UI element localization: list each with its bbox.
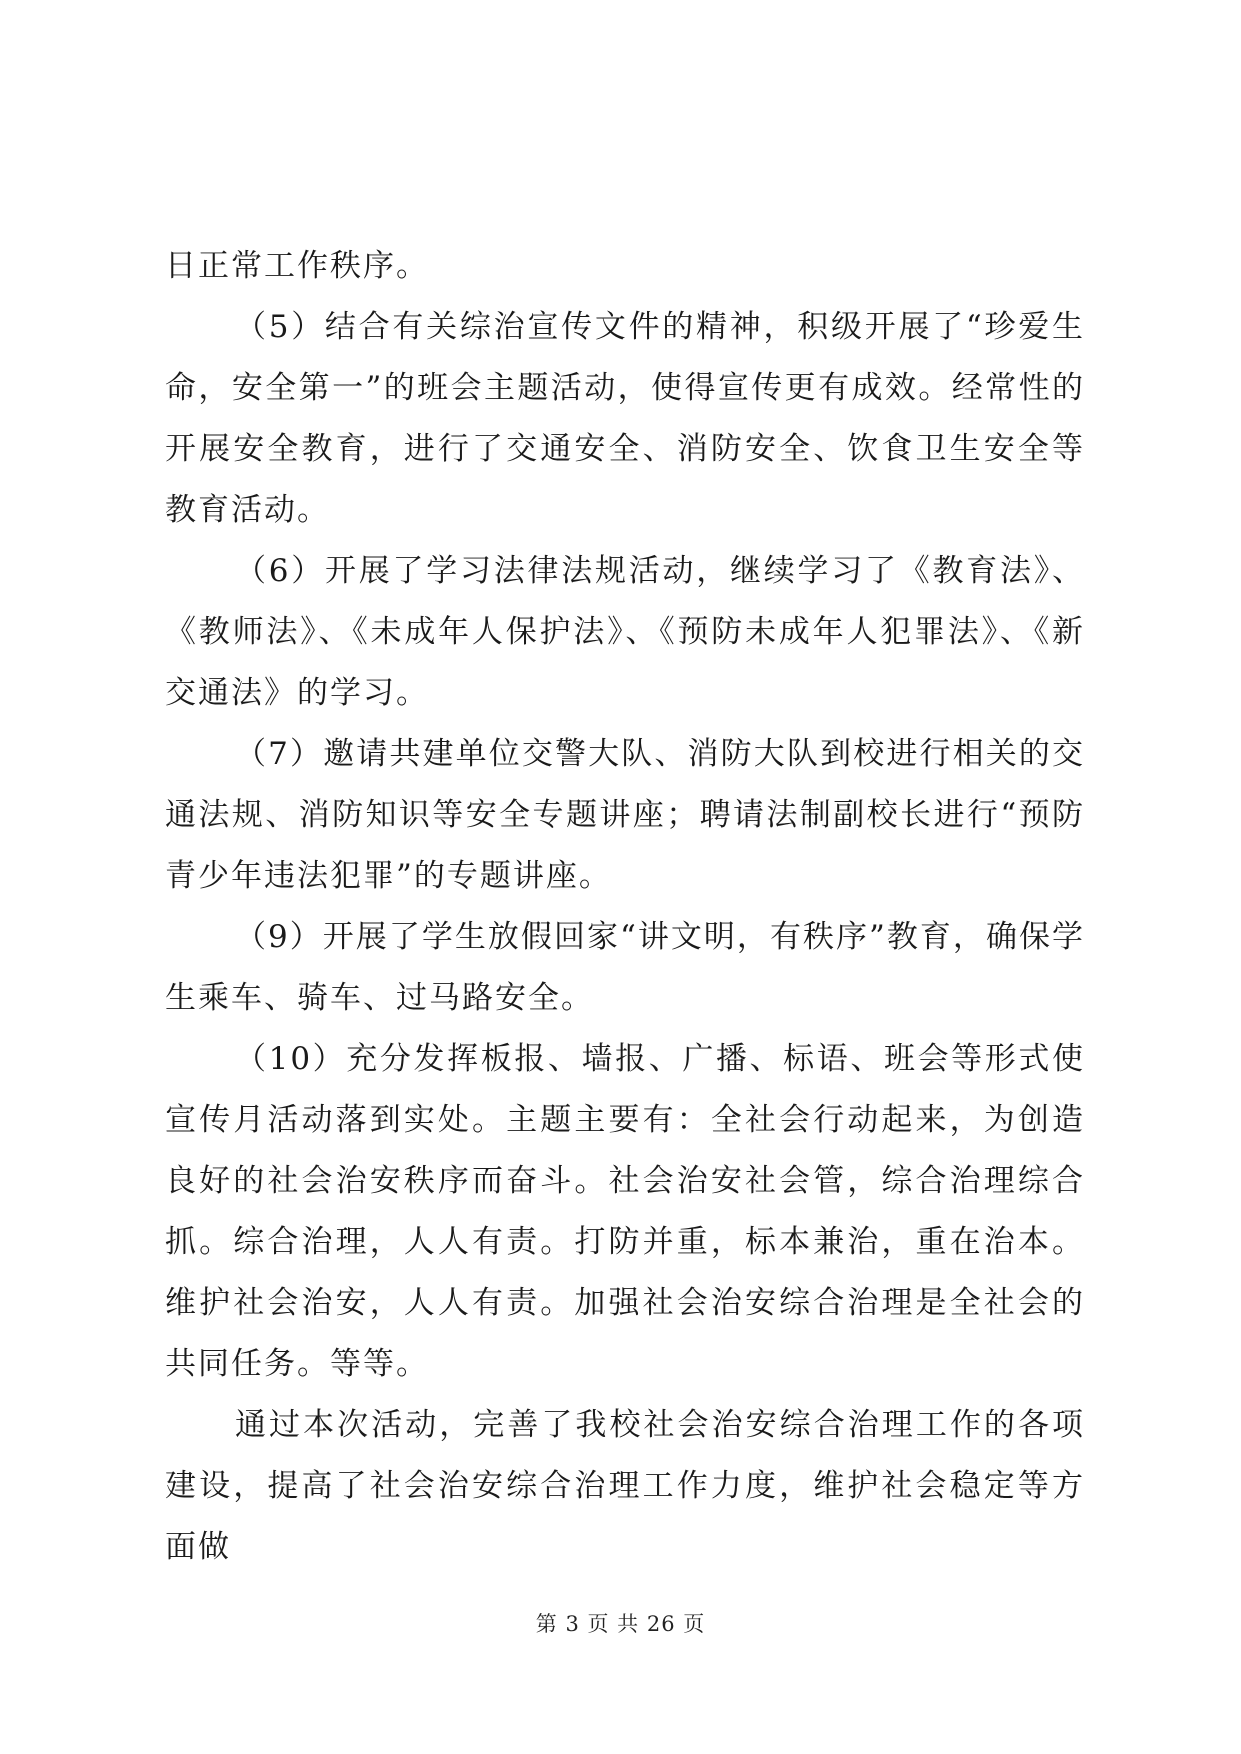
paragraph-summary: 通过本次活动，完善了我校社会治安综合治理工作的各项建设，提高了社会治安综合治理工作力度，维护社会稳定等方面做 xyxy=(165,1407,1085,1565)
document-body xyxy=(165,236,1085,1578)
paragraph-item-5: （5）结合有关综治宣传文件的精神，积级开展了“珍爱生命，安全第一”的班会主题活动，使得宣传更有成效。经常性的开展安全教育，进行了交通安全、消防安全、饮食卫生安全等教育活动。 xyxy=(165,309,1085,528)
paragraph-item-10: （10）充分发挥板报、墙报、广播、标语、班会等形式使宣传月活动落到实处。主题主要有：全社会行动起来，为创造良好的社会治安秩序而奋斗。社会治安社会管，综合治理综合抓。综合治理，人人有责。打防并重，标本兼治，重在治本。维护社会治安，人人有责。加强社会治安综合治理是全社会的共同任务。等等。 xyxy=(165,1041,1085,1382)
paragraph-item-7: （7）邀请共建单位交警大队、消防大队到校进行相关的交通法规、消防知识等安全专题讲座；聘请法制副校长进行“预防青少年违法犯罪”的专题讲座。 xyxy=(165,736,1085,894)
paragraph-item-6: （6）开展了学习法律法规活动，继续学习了《教育法》、《教师法》、《未成年人保护法》、《预防未成年人犯罪法》、《新交通法》的学习。 xyxy=(165,553,1085,711)
paragraph-item-9: （9）开展了学生放假回家“讲文明，有秩序”教育，确保学生乘车、骑车、过马路安全。 xyxy=(165,919,1085,1016)
paragraph-continuation: 日正常工作秩序。 xyxy=(165,248,429,284)
page-number-footer: 第 3 页 共 26 页 xyxy=(535,1612,706,1636)
